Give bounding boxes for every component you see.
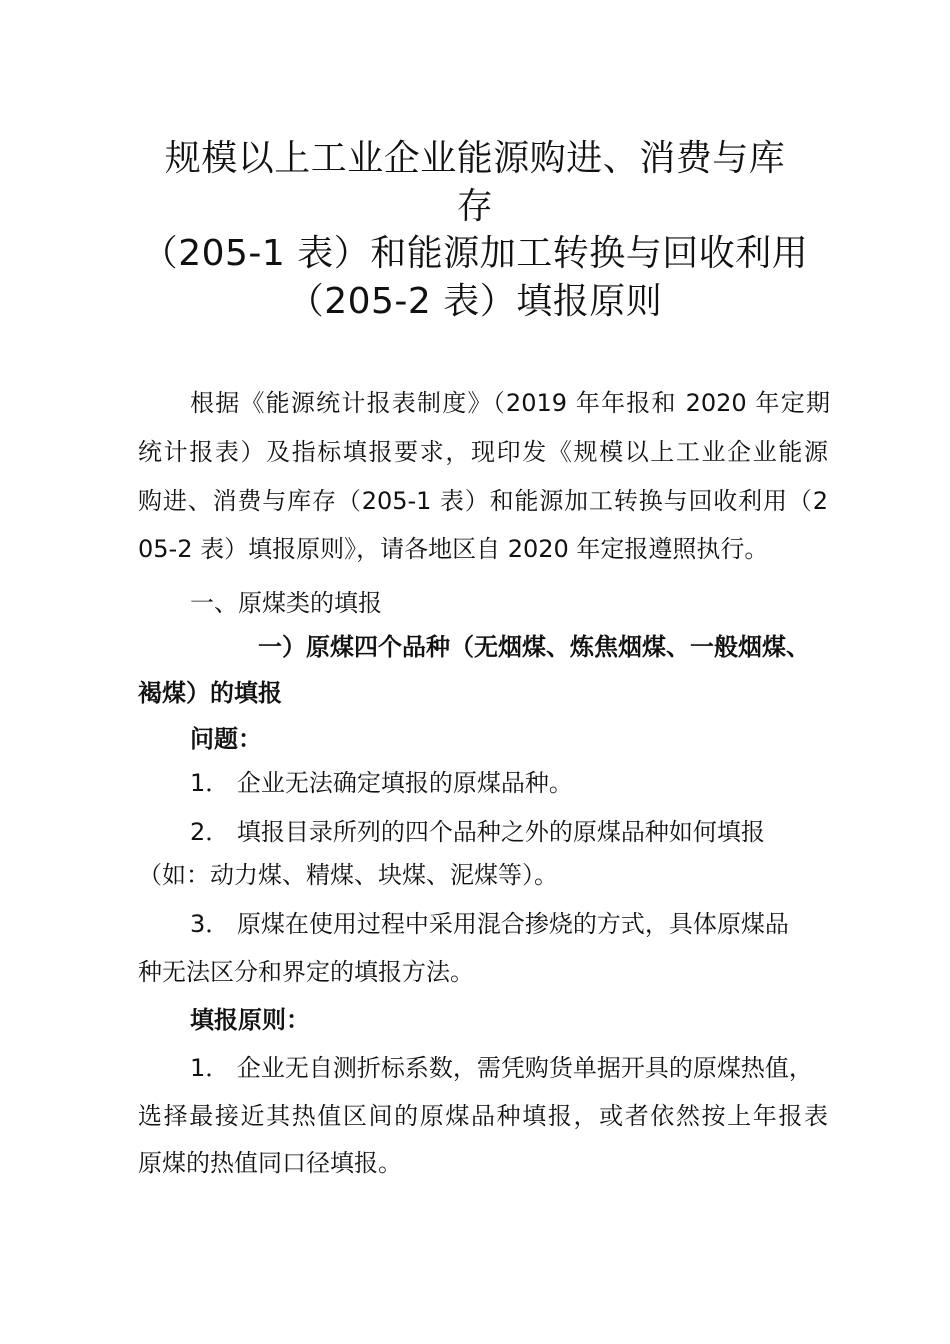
intro-paragraph-line-3: 购进、消费与库存（205-1 表）和能源加工转换与回收利用（2 xyxy=(138,487,828,515)
intro-paragraph-line-2: 统计报表）及指标填报要求，现印发《规模以上工业企业能源 xyxy=(138,438,828,466)
principle-1-line-3: 原煤的热值同口径填报。 xyxy=(138,1149,402,1177)
questions-label: 问题： xyxy=(190,725,262,753)
intro-paragraph-line-1: 根据《能源统计报表制度》（2019 年年报和 2020 年定期 xyxy=(190,389,830,417)
subsection-heading-line-1: 一）原煤四个品种（无烟煤、炼焦烟煤、一般烟煤、 xyxy=(258,633,810,661)
question-3-line-1: 3． 原煤在使用过程中采用混合掺烧的方式，具体原煤品 xyxy=(190,910,789,938)
document-title-line-4: （205-2 表）填报原则 xyxy=(287,281,663,322)
question-1: 1． 企业无法确定填报的原煤品种。 xyxy=(190,769,573,797)
document-title-line-2: 存 xyxy=(456,186,494,227)
principle-1-line-1: 1． 企业无自测折标系数，需凭购货单据开具的原煤热值， xyxy=(190,1054,813,1082)
document-title-line-3: （205-1 表）和能源加工转换与回收利用 xyxy=(141,233,809,274)
question-2-line-1: 2． 填报目录所列的四个品种之外的原煤品种如何填报 xyxy=(190,818,765,846)
question-2-line-2: （如：动力煤、精煤、块煤、泥煤等）。 xyxy=(138,861,558,889)
principles-label: 填报原则： xyxy=(190,1006,310,1034)
question-3-line-2: 种无法区分和界定的填报方法。 xyxy=(138,958,474,986)
subsection-heading-line-2: 褐煤）的填报 xyxy=(138,679,282,707)
document-title-line-1: 规模以上工业企业能源购进、消费与库 xyxy=(164,138,786,179)
principle-1-line-2: 选择最接近其热值区间的原煤品种填报，或者依然按上年报表 xyxy=(138,1102,828,1130)
section-1-heading: 一、原煤类的填报 xyxy=(190,589,382,617)
intro-paragraph-line-4: 05-2 表）填报原则》，请各地区自 2020 年定报遵照执行。 xyxy=(138,535,769,563)
